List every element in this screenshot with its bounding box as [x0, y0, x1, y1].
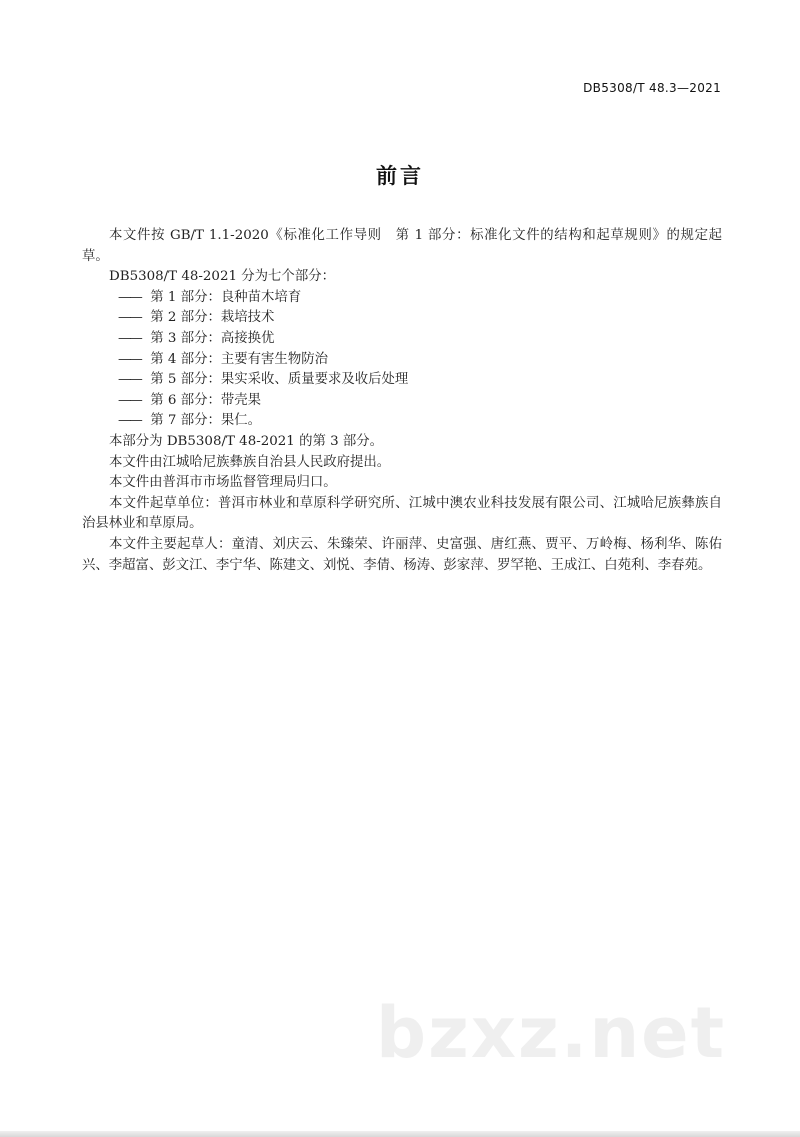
- dash-marker: ——: [118, 330, 141, 346]
- list-item: [82, 329, 722, 350]
- paragraph-part-number: 本部分为 DB5308/T 48-2021 的第 3 部分。: [109, 433, 384, 449]
- paragraph-drafters: 本文件主要起草人：童清、刘庆云、朱臻荣、许丽萍、史富强、唐红燕、贾平、万岭梅、杨利华、陈佑兴、李超富、彭文江、李宁华、陈建文、刘悦、李倩、杨涛、彭家萍、罗罕艳、王成江、白苑利、李春苑。: [82, 536, 722, 573]
- paragraph-proposer: 本文件由江城哈尼族彝族自治县人民政府提出。: [109, 454, 391, 470]
- list-item-text: 第 6 部分：带壳果: [150, 392, 262, 408]
- dash-marker: ——: [118, 351, 141, 367]
- page-title: 前言: [376, 164, 424, 188]
- parts-list: [82, 288, 722, 432]
- paragraph-administrator: 本文件由普洱市市场监督管理局归口。: [109, 475, 337, 491]
- watermark-text: bzxz.net: [376, 992, 727, 1074]
- list-item: [82, 308, 722, 329]
- list-item: [82, 288, 722, 309]
- list-item: [82, 391, 722, 412]
- page-bottom-edge: [0, 1131, 800, 1137]
- dash-marker: ——: [118, 372, 141, 388]
- dash-marker: ——: [118, 310, 141, 326]
- document-code: DB5308/T 48.3—2021: [583, 81, 721, 95]
- list-item-text: 第 4 部分：主要有害生物防治: [150, 351, 328, 367]
- list-item-text: 第 7 部分：果仁。: [150, 413, 262, 429]
- paragraph-drafting-units: 本文件起草单位：普洱市林业和草原科学研究所、江城中澳农业科技发展有限公司、江城哈尼族彝族自治县林业和草原局。: [82, 495, 722, 532]
- list-item: [82, 370, 722, 391]
- dash-marker: ——: [118, 392, 141, 408]
- dash-marker: ——: [118, 413, 141, 429]
- dash-marker: ——: [118, 289, 141, 305]
- list-item-text: 第 3 部分：高接换优: [150, 330, 275, 346]
- list-item: [82, 350, 722, 371]
- list-item: [82, 411, 722, 432]
- paragraph-parts-intro: DB5308/T 48-2021 分为七个部分：: [109, 269, 335, 285]
- list-item-text: 第 2 部分：栽培技术: [150, 310, 275, 326]
- list-item-text: 第 1 部分：良种苗木培育: [150, 289, 302, 305]
- paragraph-drafting-rules: 本文件按 GB/T 1.1-2020《标准化工作导则 第 1 部分：标准化文件的结构和起草规则》的规定起草。: [82, 228, 722, 264]
- foreword-body: [82, 226, 722, 576]
- list-item-text: 第 5 部分：果实采收、质量要求及收后处理: [150, 372, 409, 388]
